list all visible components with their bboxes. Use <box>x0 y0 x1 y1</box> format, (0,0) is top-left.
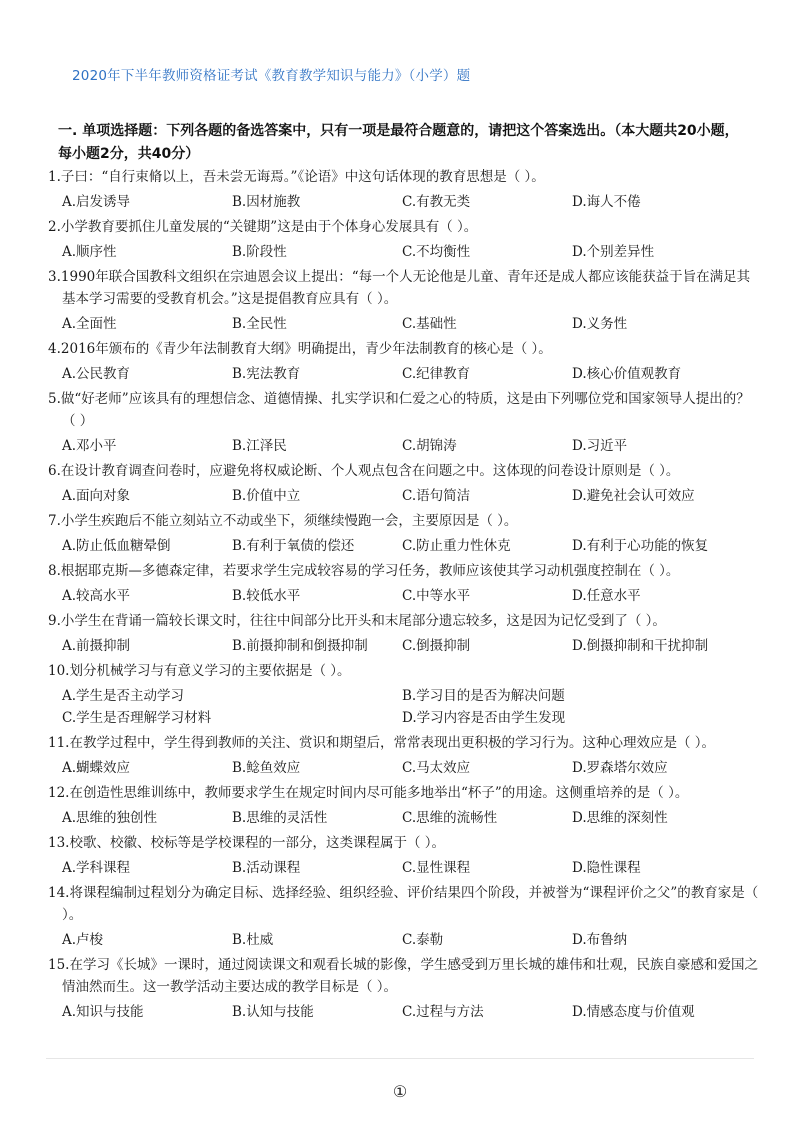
answer-option[interactable]: A.卢梭 <box>62 932 104 948</box>
question-stem <box>48 660 760 682</box>
question-item <box>48 460 760 507</box>
question-number: 8. <box>48 563 61 579</box>
answer-option[interactable]: A.顺序性 <box>62 244 117 260</box>
question-text: 子曰：“自行束脩以上，吾未尝无诲焉。”《论语》中这句话体现的教育思想是（ ）。 <box>60 169 545 185</box>
answer-option[interactable]: B.前摄抑制和倒摄抑制 <box>232 638 368 654</box>
option-group <box>48 857 760 879</box>
option-group <box>48 1001 760 1023</box>
question-text: 小学生在背诵一篇较长课文时，往往中间部分比开头和末尾部分遗忘较多，这是因为记忆受到了（ ）。 <box>60 613 666 629</box>
answer-option[interactable]: C.过程与方法 <box>402 1004 484 1020</box>
question-number: 15. <box>48 957 70 973</box>
answer-option[interactable]: A.邓小平 <box>62 438 117 454</box>
question-item <box>48 954 760 1023</box>
option-group <box>48 485 760 507</box>
answer-option[interactable]: A.学生是否主动学习 <box>62 688 185 704</box>
answer-option[interactable]: B.有利于氧债的偿还 <box>232 538 355 554</box>
answer-option[interactable]: A.学科课程 <box>62 860 131 876</box>
question-item <box>48 610 760 657</box>
option-group <box>48 635 760 657</box>
question-item <box>48 510 760 557</box>
option-group <box>48 241 760 263</box>
question-text: 将课程编制过程划分为确定目标、选择经验、组织经验、评价结果四个阶段，并被誉为“课程评价之父”的教育家是（ ）。 <box>62 885 759 923</box>
question-item <box>48 166 760 213</box>
section-heading: 一. 单项选择题：下列各题的备选答案中，只有一项是最符合题意的，请把这个答案选出。（本大题共20小题，每小题2分，共40分） <box>58 123 739 162</box>
question-stem <box>48 732 760 754</box>
question-stem <box>48 832 760 854</box>
question-text: 2016年颁布的《青少年法制教育大纲》明确提出，青少年法制教育的核心是（ ）。 <box>60 341 552 357</box>
option-group <box>48 435 760 457</box>
answer-option[interactable]: D.倒摄抑制和干扰抑制 <box>572 638 709 654</box>
answer-option[interactable]: C.胡锦涛 <box>402 438 457 454</box>
question-number: 1. <box>48 169 61 185</box>
answer-option[interactable]: A.全面性 <box>62 316 117 332</box>
question-stem <box>48 460 760 482</box>
question-number: 9. <box>48 613 61 629</box>
answer-option[interactable]: D.个别差异性 <box>572 244 655 260</box>
option-group <box>48 585 760 607</box>
question-number: 2. <box>48 219 61 235</box>
answer-option[interactable]: B.活动课程 <box>232 860 301 876</box>
answer-option[interactable]: B.杜威 <box>232 932 274 948</box>
question-number: 3. <box>48 269 61 285</box>
question-item <box>48 560 760 607</box>
question-text: 在教学过程中，学生得到教师的关注、赏识和期望后，常常表现出更积极的学习行为。这种心理效应是（ ）。 <box>69 735 716 751</box>
question-item <box>48 216 760 263</box>
answer-option[interactable]: C.倒摄抑制 <box>402 638 471 654</box>
question-stem <box>48 216 760 238</box>
answer-option[interactable]: D.布鲁纳 <box>572 932 628 948</box>
answer-option[interactable]: B.认知与技能 <box>232 1004 314 1020</box>
answer-option[interactable]: C.有教无类 <box>402 194 471 210</box>
answer-option[interactable]: B.宪法教育 <box>232 366 301 382</box>
answer-option[interactable]: D.情感态度与价值观 <box>572 1004 695 1020</box>
answer-option[interactable]: A.较高水平 <box>62 588 131 604</box>
question-stem <box>48 338 760 360</box>
answer-option[interactable]: D.隐性课程 <box>572 860 641 876</box>
option-group <box>48 685 760 729</box>
question-item <box>48 338 760 385</box>
option-group <box>48 807 760 829</box>
question-text: 小学教育要抓住儿童发展的“关键期”这是由于个体身心发展具有（ ）。 <box>60 219 478 235</box>
answer-option[interactable]: B.较低水平 <box>232 588 301 604</box>
answer-option[interactable]: A.启发诱导 <box>62 194 131 210</box>
page-number: ① <box>392 1082 408 1101</box>
option-group <box>48 313 760 335</box>
answer-option[interactable]: D.有利于心功能的恢复 <box>572 538 709 554</box>
answer-option[interactable]: C.学生是否理解学习材料 <box>62 710 212 726</box>
answer-option[interactable]: D.思维的深刻性 <box>572 810 668 826</box>
answer-option[interactable]: B.价值中立 <box>232 488 301 504</box>
question-stem <box>48 266 760 310</box>
answer-option[interactable]: C.防止重力性休克 <box>402 538 511 554</box>
answer-option[interactable]: C.马太效应 <box>402 760 471 776</box>
answer-option[interactable]: A.思维的独创性 <box>62 810 158 826</box>
question-item <box>48 266 760 335</box>
question-number: 12. <box>48 785 70 801</box>
answer-option[interactable]: B.学习目的是否为解决问题 <box>402 688 565 704</box>
option-group <box>48 191 760 213</box>
question-text: 1990年联合国教科文组织在宗迪恩会议上提出：“每一个人无论他是儿童、青年还是成人都应该能获益于旨在满足其基本学习需要的受教育机会。”这是提倡教育应具有（ ）。 <box>60 269 751 307</box>
answer-option[interactable]: A.公民教育 <box>62 366 131 382</box>
answer-option[interactable]: D.罗森塔尔效应 <box>572 760 668 776</box>
answer-option[interactable]: C.纪律教育 <box>402 366 471 382</box>
option-group <box>48 757 760 779</box>
page-title: 2020年下半年教师资格证考试《教育教学知识与能力》（小学）题 <box>72 68 471 84</box>
question-item <box>48 388 760 457</box>
question-item <box>48 732 760 779</box>
question-number: 4. <box>48 341 61 357</box>
answer-option[interactable]: C.语句简洁 <box>402 488 471 504</box>
question-text: 划分机械学习与有意义学习的主要依据是（ ）。 <box>69 663 351 679</box>
answer-option[interactable]: A.防止低血糖晕倒 <box>62 538 171 554</box>
question-text: 小学生疾跑后不能立刻站立不动或坐下，须继续慢跑一会，主要原因是（ ）。 <box>60 513 518 529</box>
answer-option[interactable]: A.面向对象 <box>62 488 131 504</box>
option-group <box>48 929 760 951</box>
answer-option[interactable]: A.蝴蝶效应 <box>62 760 131 776</box>
question-text: 做“好老师”应该具有的理想信念、道德情操、扎实学识和仁爱之心的特质，这是由下列哪位党和国家领导人提出的？（ ） <box>60 391 750 429</box>
answer-option[interactable]: B.因材施教 <box>232 194 301 210</box>
answer-option[interactable]: C.泰勒 <box>402 932 444 948</box>
question-stem <box>48 954 760 998</box>
answer-option[interactable]: B.思维的灵活性 <box>232 810 328 826</box>
question-item <box>48 660 760 729</box>
option-group <box>48 363 760 385</box>
answer-option[interactable]: B.鲶鱼效应 <box>232 760 301 776</box>
question-number: 13. <box>48 835 70 851</box>
answer-option[interactable]: D.避免社会认可效应 <box>572 488 695 504</box>
question-number: 10. <box>48 663 70 679</box>
question-text: 在学习《长城》一课时，通过阅读课文和观看长城的影像，学生感受到万里长城的雄伟和壮观，民族自豪感和爱国之情油然而生。这一教学活动主要达成的教学目标是（ ）。 <box>62 957 758 995</box>
question-text: 根据耶克斯—多德森定律，若要求学生完成较容易的学习任务，教师应该使其学习动机强度控制在（ ）。 <box>60 563 680 579</box>
answer-option[interactable]: D.习近平 <box>572 438 628 454</box>
question-stem <box>48 560 760 582</box>
answer-option[interactable]: D.学习内容是否由学生发现 <box>402 710 566 726</box>
question-number: 5. <box>48 391 61 407</box>
answer-option[interactable]: C.基础性 <box>402 316 457 332</box>
question-stem <box>48 388 760 432</box>
question-text: 在创造性思维训练中，教师要求学生在规定时间内尽可能多地举出“杯子”的用途。这侧重培养的是（ ）。 <box>69 785 689 801</box>
answer-option[interactable]: A.知识与技能 <box>62 1004 144 1020</box>
answer-option[interactable]: B.阶段性 <box>232 244 287 260</box>
answer-option[interactable]: D.核心价值观教育 <box>572 366 682 382</box>
answer-option[interactable]: C.不均衡性 <box>402 244 471 260</box>
question-text: 校歌、校徽、校标等是学校课程的一部分，这类课程属于（ ）。 <box>69 835 446 851</box>
question-list <box>48 166 760 1026</box>
question-stem <box>48 782 760 804</box>
answer-option[interactable]: D.任意水平 <box>572 588 641 604</box>
question-item <box>48 782 760 829</box>
question-number: 6. <box>48 463 61 479</box>
question-number: 14. <box>48 885 70 901</box>
answer-option[interactable]: B.全民性 <box>232 316 287 332</box>
question-text: 在设计教育调查问卷时，应避免将权威论断、个人观点包含在问题之中。这体现的问卷设计原则是（ ）。 <box>60 463 680 479</box>
answer-option[interactable]: D.义务性 <box>572 316 628 332</box>
question-stem <box>48 610 760 632</box>
question-stem <box>48 510 760 532</box>
question-item <box>48 832 760 879</box>
answer-option[interactable]: C.思维的流畅性 <box>402 810 498 826</box>
answer-option[interactable]: A.前摄抑制 <box>62 638 131 654</box>
question-stem <box>48 882 760 926</box>
answer-option[interactable]: C.中等水平 <box>402 588 471 604</box>
answer-option[interactable]: D.诲人不倦 <box>572 194 641 210</box>
question-number: 11. <box>48 735 70 751</box>
question-stem <box>48 166 760 188</box>
answer-option[interactable]: B.江泽民 <box>232 438 287 454</box>
question-item <box>48 882 760 951</box>
page-divider <box>46 1058 754 1059</box>
question-number: 7. <box>48 513 61 529</box>
answer-option[interactable]: C.显性课程 <box>402 860 471 876</box>
option-group <box>48 535 760 557</box>
